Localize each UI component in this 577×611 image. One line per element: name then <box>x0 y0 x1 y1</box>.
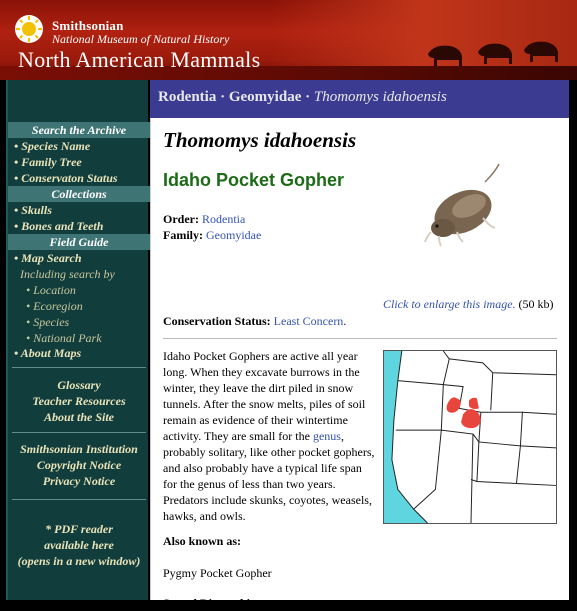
range-map[interactable] <box>383 350 557 524</box>
breadcrumb-family[interactable]: Geomyidae <box>228 89 302 105</box>
sidebar-link-family-tree[interactable]: • Family Tree <box>14 155 82 169</box>
institution-name[interactable]: Smithsonian <box>52 18 124 33</box>
order-row <box>163 212 245 227</box>
sidebar-heading-field-guide: Field Guide <box>8 234 150 250</box>
museum-name[interactable]: National Museum of Natural History <box>52 32 230 46</box>
sidebar-nav <box>6 80 148 600</box>
sidebar-link-skulls[interactable]: • Skulls <box>14 203 52 217</box>
conservation-row: Conservation Status: Least Concern. <box>163 314 347 328</box>
species-description <box>163 348 375 524</box>
family-row <box>163 228 261 243</box>
smithsonian-sun-logo-icon[interactable] <box>14 14 44 44</box>
description-text: Idaho Pocket Gophers are active all year long. When they excavate burrows in the winter, they leave the dirt piled in snow tunnels. After the snow melts, piles of soil remain as evidence of their wintertime activity. They are small for the <box>163 349 366 443</box>
sidebar-link-species-name[interactable]: • Species Name <box>14 139 91 153</box>
sidebar-divider <box>12 499 146 500</box>
content-divider <box>163 338 557 339</box>
sidebar-link-about-site[interactable]: About the Site <box>43 410 114 424</box>
scientific-name: Thomomys idahoensis <box>163 128 357 152</box>
sidebar-link-search-archive[interactable]: Search the Archive <box>8 122 150 138</box>
conservation-link[interactable]: Least Concern <box>273 314 344 328</box>
sidebar-link-bones-teeth[interactable]: • Bones and Teeth <box>14 219 104 233</box>
sidebar-divider <box>12 432 146 433</box>
species-content <box>150 118 569 610</box>
sidebar-link-conservation-status[interactable]: • Conservaton Status <box>14 171 118 185</box>
genus-link[interactable]: genus <box>312 429 341 443</box>
enlarge-image-size: (50 kb) <box>518 297 554 311</box>
site-title[interactable]: North American Mammals <box>18 47 261 72</box>
family-link[interactable]: Geomyidae <box>206 228 262 242</box>
sidebar-link-smithsonian-institution[interactable]: Smithsonian Institution <box>20 442 138 456</box>
aka-label: Also known as: <box>163 534 242 548</box>
breadcrumb <box>158 89 447 106</box>
sexual-dimorphism-label: Sexual Dimorphism: <box>163 596 269 610</box>
family-label: Family: <box>163 228 203 242</box>
aka-value: Pygmy Pocket Gopher <box>163 566 272 580</box>
breadcrumb-order[interactable]: Rodentia <box>158 89 217 105</box>
gopher-photo[interactable] <box>423 162 523 254</box>
order-label: Order: <box>163 212 199 226</box>
breadcrumb-bar <box>150 80 569 118</box>
sidebar-link-ecoregion[interactable]: • Ecoregion <box>26 299 83 313</box>
sidebar-link-location[interactable]: • Location <box>26 283 76 297</box>
sidebar-link-copyright[interactable]: Copyright Notice <box>36 458 122 472</box>
sidebar-link-national-park[interactable]: • National Park <box>26 331 102 345</box>
breadcrumb-separator: · <box>216 89 229 105</box>
sidebar-link-privacy[interactable]: Privacy Notice <box>42 474 116 488</box>
sidebar-link-glossary[interactable]: Glossary <box>57 378 101 392</box>
sidebar-link-species[interactable]: • Species <box>26 315 70 329</box>
sidebar-link-pdf-reader[interactable]: * PDF reader <box>45 522 113 536</box>
sidebar-link-about-maps[interactable]: • About Maps <box>14 346 82 360</box>
breadcrumb-separator: · <box>301 89 314 105</box>
site-header <box>0 0 577 80</box>
common-name: Idaho Pocket Gopher <box>163 170 345 190</box>
breadcrumb-species: Thomomys idahoensis <box>313 89 447 105</box>
enlarge-image-caption <box>383 296 563 312</box>
sidebar-divider <box>12 367 146 368</box>
enlarge-image-link[interactable]: Click to enlarge this image. <box>383 297 516 311</box>
description-text: , probably solitary, like other pocket gophers, and also probably have a typical life span for the genus of less than two years. Predators include skunks, coyotes, weasels, hawks, and owls. <box>163 429 375 523</box>
sidebar-link-map-search[interactable]: • Map Search <box>14 251 82 265</box>
sidebar-pdf-new-window[interactable]: (opens in a new window) <box>17 554 141 568</box>
sidebar-pdf-available[interactable]: available here <box>44 538 114 552</box>
conservation-label: Conservation Status: <box>163 314 271 328</box>
order-link[interactable]: Rodentia <box>201 212 246 226</box>
sidebar-link-teacher-resources[interactable]: Teacher Resources <box>32 394 126 408</box>
muskox-herd-icon <box>420 34 570 74</box>
sidebar-including-text: Including search by <box>20 267 115 281</box>
sidebar-heading-collections: Collections <box>8 186 150 202</box>
